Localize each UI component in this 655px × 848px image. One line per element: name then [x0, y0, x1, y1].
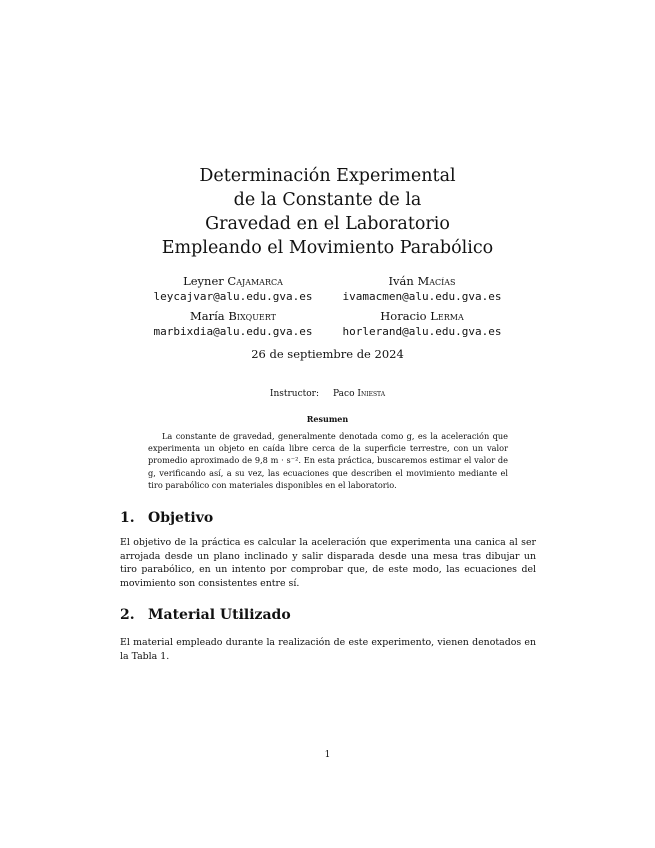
- instructor-label: Instructor:: [269, 389, 320, 399]
- section-title: Objetivo: [148, 510, 214, 526]
- section-paragraph-material: El material empleado durante la realización de este experimento, vienen denotados en la Tabla 1.: [120, 637, 536, 662]
- author-first-name: Iván: [388, 274, 414, 288]
- title-line: Gravedad en el Laboratorio: [205, 214, 450, 234]
- author-last-name: Macías: [417, 274, 456, 288]
- section-paragraph-objetivo: El objetivo de la práctica es calcular la aceleración que experimenta una canica al ser arrojada desde un plano inclinado y salir disparada desde una mesa tras dibujar un tiro parabólico, en un intento por comprobar que, de este modo, las ecuaciones del movimiento son consistentes entre sí.: [120, 537, 536, 589]
- title-line: de la Constante de la: [233, 190, 422, 210]
- author-last-name: Cajamarca: [227, 274, 283, 288]
- author-first-name: Horacio: [380, 309, 427, 323]
- author-block: [317, 274, 527, 304]
- author-block: [317, 309, 527, 339]
- author-first-name: Leyner: [183, 274, 224, 288]
- instructor-line: [0, 389, 655, 399]
- author-first-name: María: [190, 309, 225, 323]
- author-last-name: Lerma: [430, 309, 464, 323]
- paper-date: 26 de septiembre de 2024: [251, 347, 404, 361]
- author-email[interactable]: leycajvar@alu.edu.gva.es: [153, 290, 313, 303]
- paper-title: [0, 164, 655, 260]
- author-email[interactable]: marbixdia@alu.edu.gva.es: [153, 325, 313, 338]
- author-block: [128, 309, 338, 339]
- title-line: Empleando el Movimiento Parabólico: [161, 238, 494, 258]
- section-heading-objetivo: [120, 510, 213, 526]
- abstract-text: La constante de gravedad, generalmente denotada como g, es la aceleración que experimenta un objeto en caída libre cerca de la superficie terrestre, con un valor promedio aproximado de 9,8 m · s⁻². En esta práctica, buscaremos estimar el valor de g, verificando así, a su vez, las ecuaciones que describen el movimiento mediante el tiro parabólico con materiales disponibles en el laboratorio.: [148, 431, 508, 490]
- author-email[interactable]: ivamacmen@alu.edu.gva.es: [342, 290, 502, 303]
- instructor-first-name: Paco: [333, 389, 355, 399]
- section-title: Material Utilizado: [148, 607, 291, 623]
- abstract-title: Resumen: [306, 414, 349, 424]
- section-number: 2.: [120, 607, 135, 623]
- section-heading-material: [120, 607, 291, 623]
- instructor-last-name: Iniesta: [357, 389, 386, 399]
- author-email[interactable]: horlerand@alu.edu.gva.es: [342, 325, 502, 338]
- title-line: Determinación Experimental: [199, 166, 456, 186]
- author-block: [128, 274, 338, 304]
- author-last-name: Bixquert: [228, 309, 276, 323]
- page-number: 1: [324, 750, 331, 760]
- section-number: 1.: [120, 510, 135, 526]
